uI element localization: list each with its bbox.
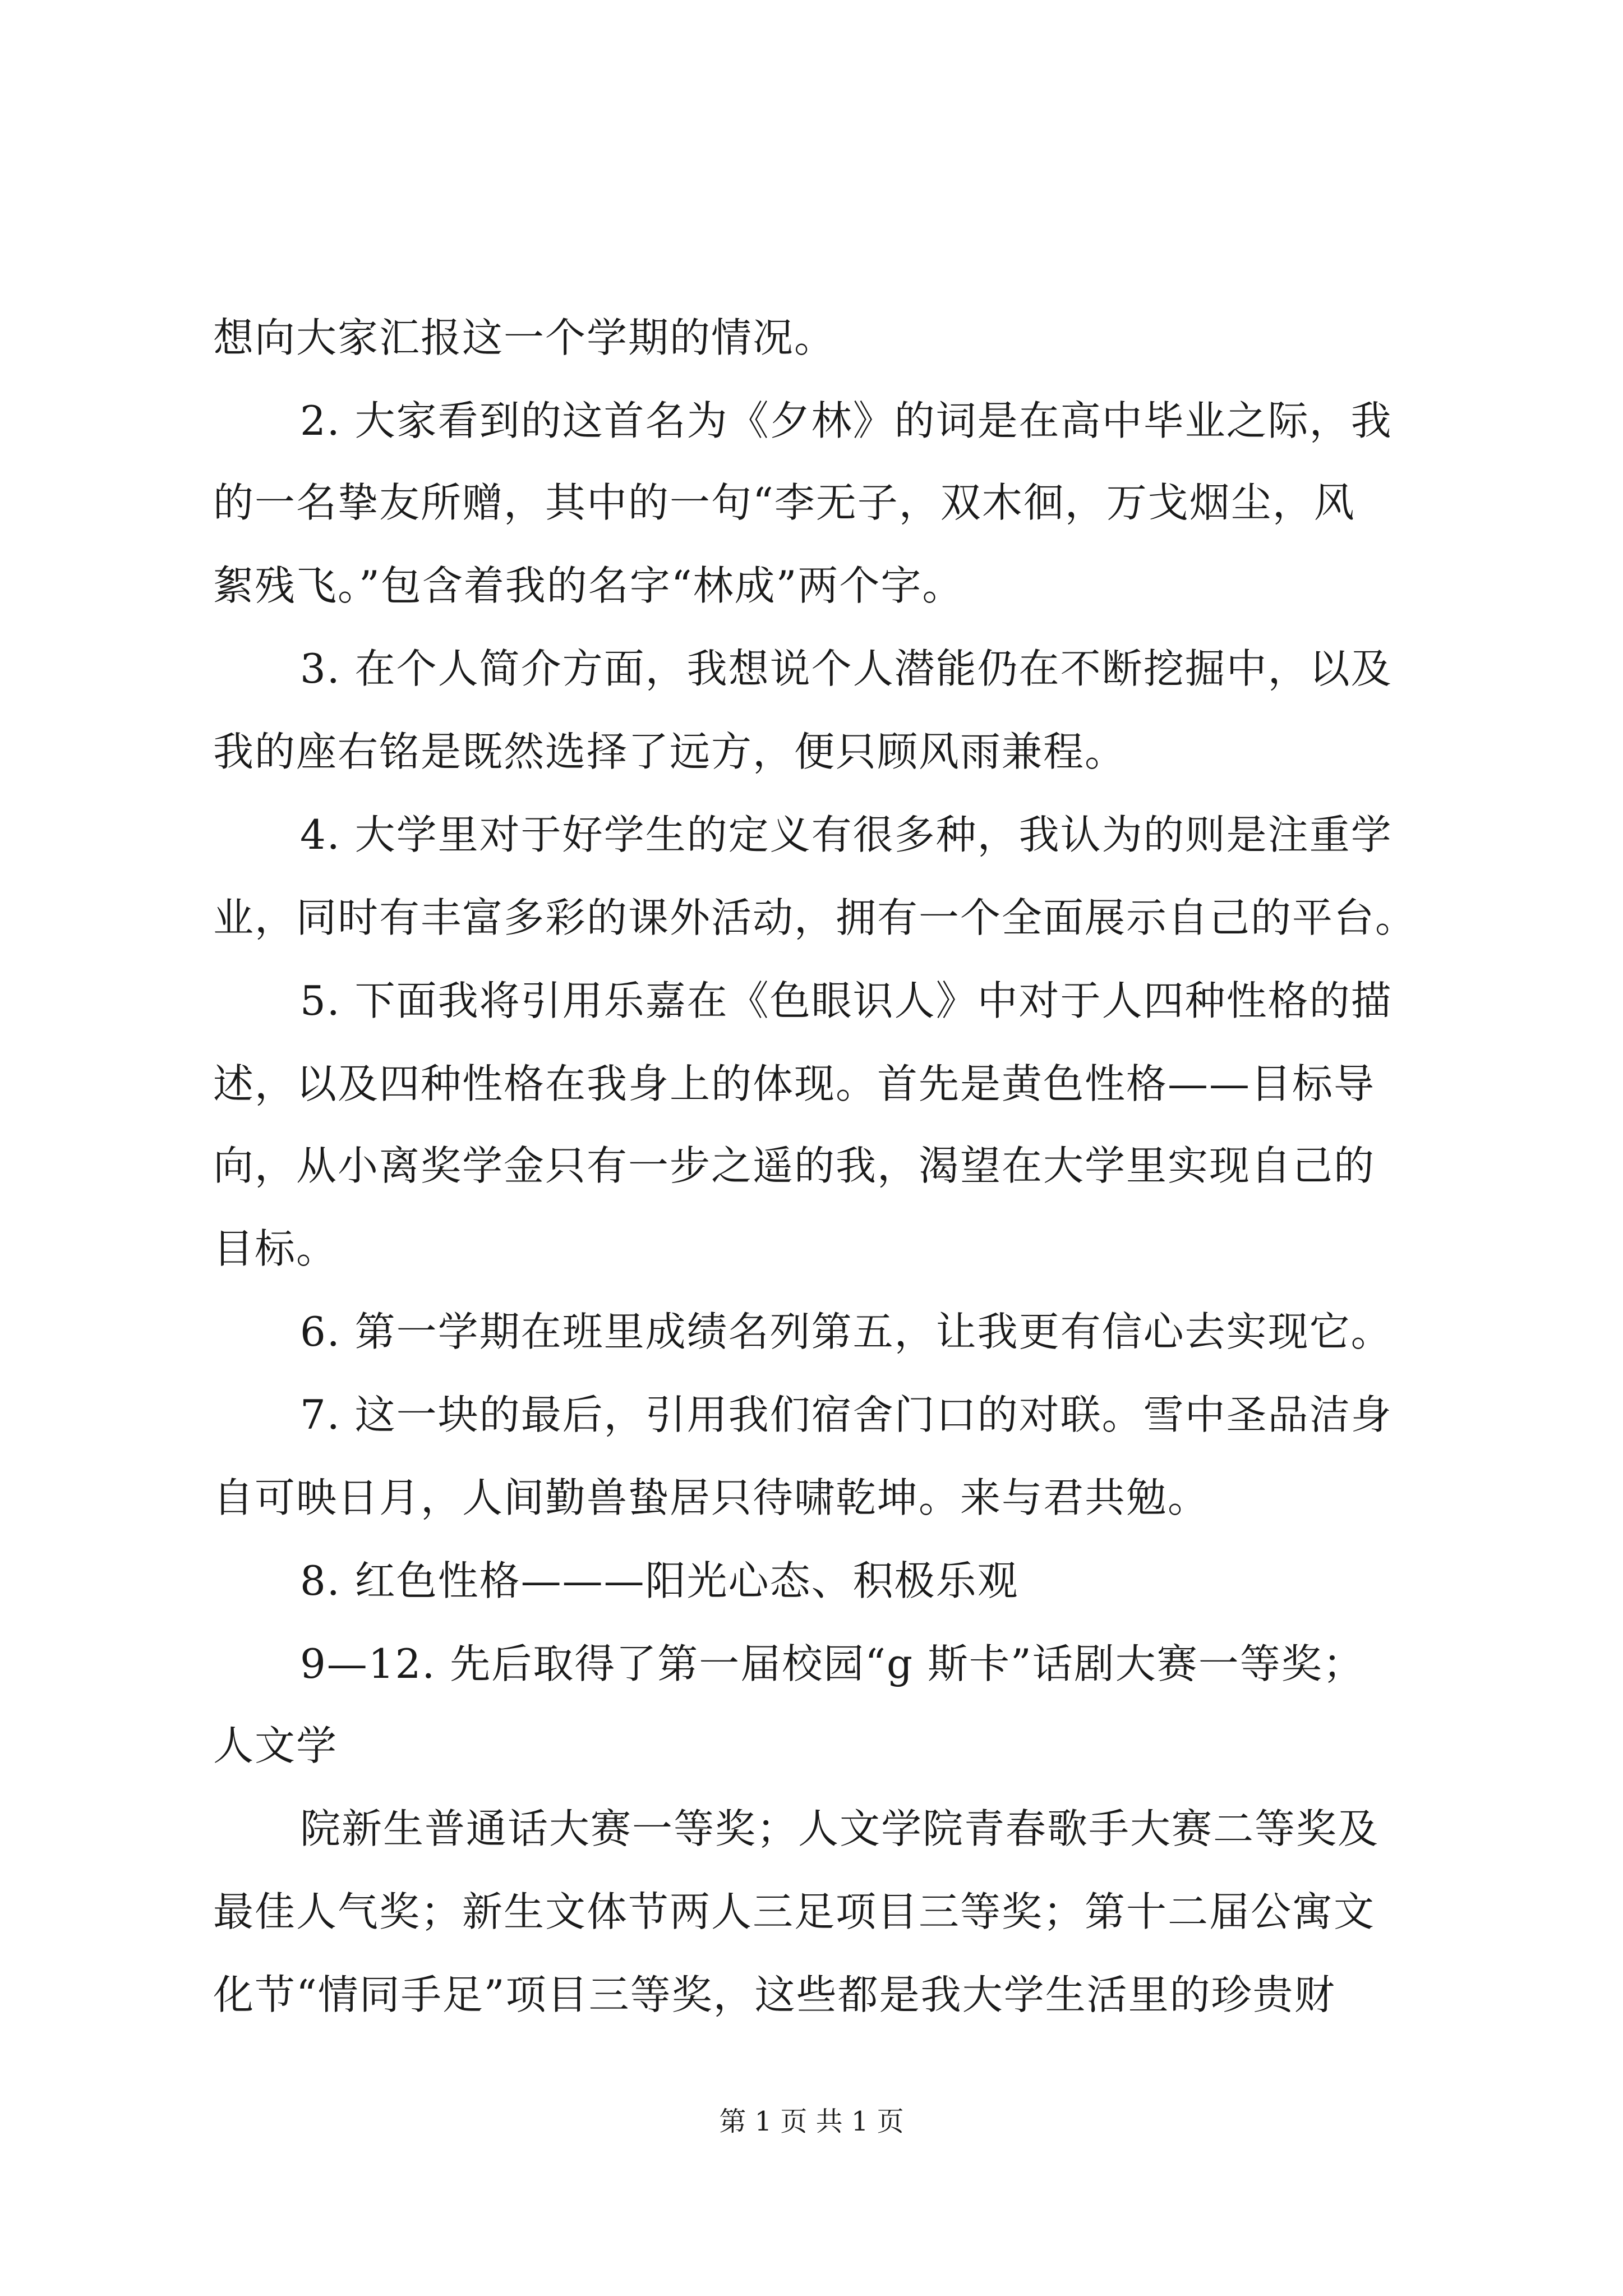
text-line-7: 4. 大学里对于好学生的定义有很多种，我认为的则是注重学 (300, 811, 1393, 858)
text-line-19: 院新生普通话大赛一等奖；人文学院青春歌手大赛二等奖及 (300, 1805, 1380, 1852)
text-line-11: 向，从小离奖学金只有一步之遥的我，渴望在大学里实现自己的 (213, 1142, 1376, 1189)
text-line-8: 业，同时有丰富多彩的课外活动，拥有一个全面展示自己的平台。 (213, 894, 1417, 941)
text-line-10: 述，以及四种性格在我身上的体现。首先是黄色性格——目标导 (213, 1060, 1376, 1107)
text-line-5: 3. 在个人简介方面，我想说个人潜能仍在不断挖掘中，以及 (300, 645, 1393, 692)
text-line-21: 化节“情同手足”项目三等奖，这些都是我大学生活里的珍贵财 (213, 1971, 1336, 2018)
text-line-18: 人文学 (213, 1722, 338, 1769)
text-line-1: 想向大家汇报这一个学期的情况。 (213, 314, 836, 361)
text-line-17: 9—12. 先后取得了第一届校园“g 斯卡”话剧大赛一等奖； (300, 1640, 1364, 1687)
text-line-13: 6. 第一学期在班里成绩名列第五，让我更有信心去实现它。 (300, 1308, 1393, 1355)
text-line-14: 7. 这一块的最后，引用我们宿舍门口的对联。雪中圣品洁身 (300, 1391, 1393, 1438)
text-line-9: 5. 下面我将引用乐嘉在《色眼识人》中对于人四种性格的描 (300, 977, 1393, 1024)
text-line-16: 8. 红色性格———阳光心态、积极乐观 (300, 1557, 1019, 1604)
text-line-15: 自可映日月，人间勤兽蛰居只待啸乾坤。来与君共勉。 (213, 1474, 1210, 1521)
text-line-12: 目标。 (213, 1225, 338, 1272)
text-line-4: 絮残飞。”包含着我的名字“林成”两个字。 (213, 562, 964, 609)
text-line-6: 我的座右铭是既然选择了远方，便只顾风雨兼程。 (213, 728, 1127, 775)
text-line-20: 最佳人气奖；新生文体节两人三足项目三等奖；第十二届公寓文 (213, 1888, 1376, 1935)
text-line-3: 的一名挚友所赠，其中的一句“李无子，双木徊，万戈烟尘，风 (213, 479, 1355, 526)
text-line-2: 2. 大家看到的这首名为《夕林》的词是在高中毕业之际，我 (300, 397, 1393, 444)
page-footer: 第 1 页 共 1 页 (719, 2106, 904, 2137)
